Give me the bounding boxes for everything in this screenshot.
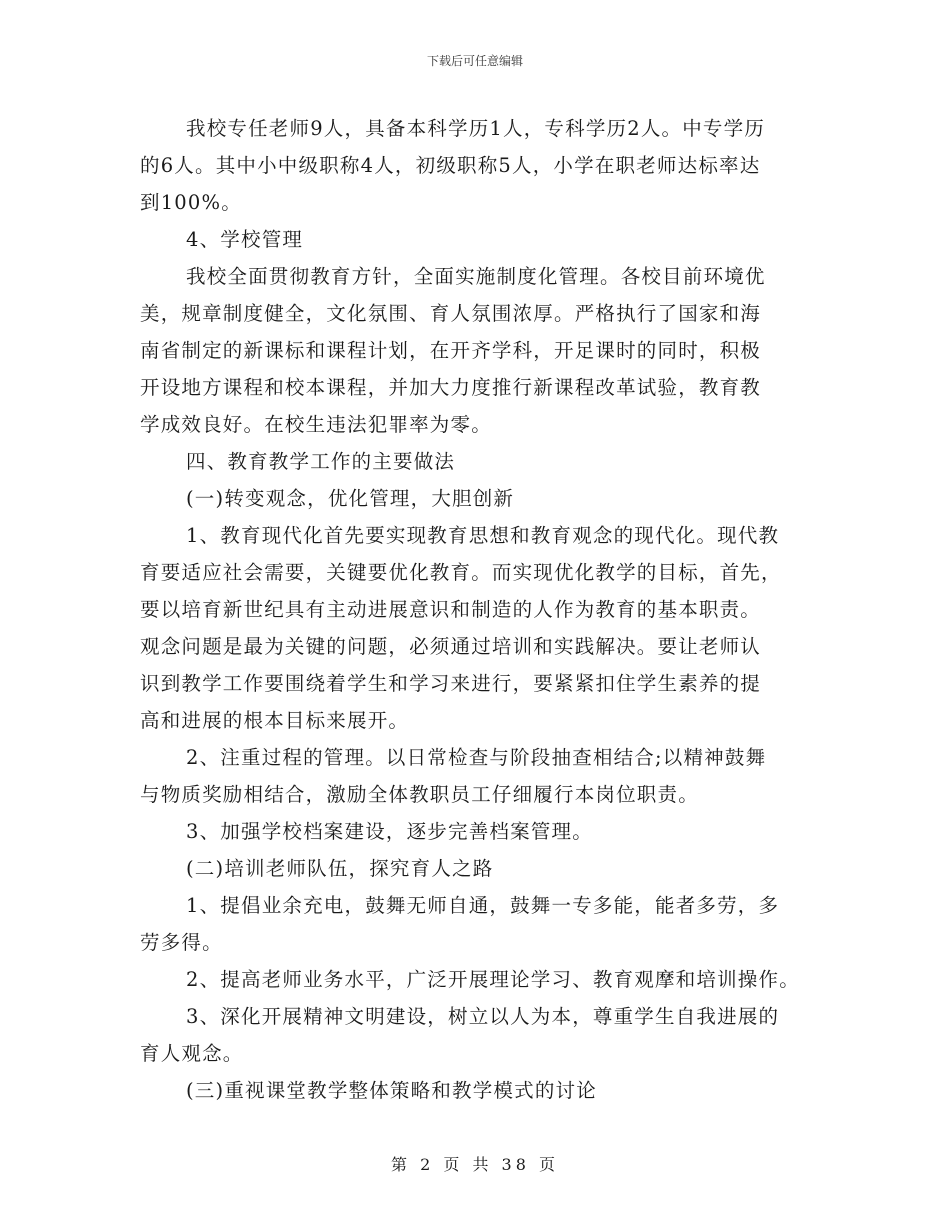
text-line: 美，规章制度健全，文化氛围、育人氛围浓厚。严格执行了国家和海 [140,302,762,325]
text-line: 学成效良好。在校生违法犯罪率为零。 [140,413,492,436]
text-line: 1、提倡业余充电，鼓舞无师自通，鼓舞一专多能，能者多劳，多 [186,894,780,917]
text-line: 1、教育现代化首先要实现教育思想和教育观念的现代化。现代教 [186,524,780,547]
text-line: 劳多得。 [140,931,223,954]
text-line: 2、注重过程的管理。以日常检查与阶段抽查相结合;以精神鼓舞 [186,746,767,769]
text-line: 3、加强学校档案建设，逐步完善档案管理。 [186,820,593,843]
text-line: 开设地方课程和校本课程，并加大力度推行新课程改革试验，教育教 [140,376,762,399]
page-header-note: 下载后可任意编辑 [426,54,523,68]
text-line: 到100%。 [140,191,242,214]
text-line: (一)转变观念，优化管理，大胆创新 [186,487,515,510]
page-number-footer: 第 2 页 共 38 页 [391,1155,559,1174]
text-line: 南省制定的新课标和课程计划，在开齐学科，开足课时的同时，积极 [140,339,762,362]
text-line: 育人观念。 [140,1042,244,1065]
text-line: 高和进展的根本目标来展开。 [140,709,410,732]
text-line: 3、深化开展精神文明建设，树立以人为本，尊重学生自我进展的 [186,1005,780,1028]
text-line: 4、学校管理 [186,228,304,251]
text-line: 识到教学工作要围绕着学生和学习来进行，要紧紧扣住学生素养的提 [140,672,762,695]
text-line: 四、教育教学工作的主要做法 [186,450,456,473]
text-line: 我校专任老师9人，具备本科学历1人，专科学历2人。中专学历 [186,117,766,140]
text-line: 的6人。其中小中级职称4人，初级职称5人，小学在职老师达标率达 [140,154,761,177]
document-body [140,110,815,1109]
text-line: 与物质奖励相结合，激励全体教职员工仔细履行本岗位职责。 [140,783,699,806]
text-line: (三)重视课堂教学整体策略和教学模式的讨论 [186,1079,597,1102]
text-line: 我校全面贯彻教育方针，全面实施制度化管理。各校目前环境优 [186,265,766,288]
text-line: 2、提高老师业务水平，广泛开展理论学习、教育观摩和培训操作。 [186,968,800,991]
text-line: 育要适应社会需要，关键要优化教育。而实现优化教学的目标，首先， [140,561,782,584]
text-line: 观念问题是最为关键的问题，必须通过培训和实践解决。要让老师认 [140,635,762,658]
text-line: (二)培训老师队伍，探究育人之路 [186,857,494,880]
text-line: 要以培育新世纪具有主动进展意识和制造的人作为教育的基本职责。 [140,598,762,621]
